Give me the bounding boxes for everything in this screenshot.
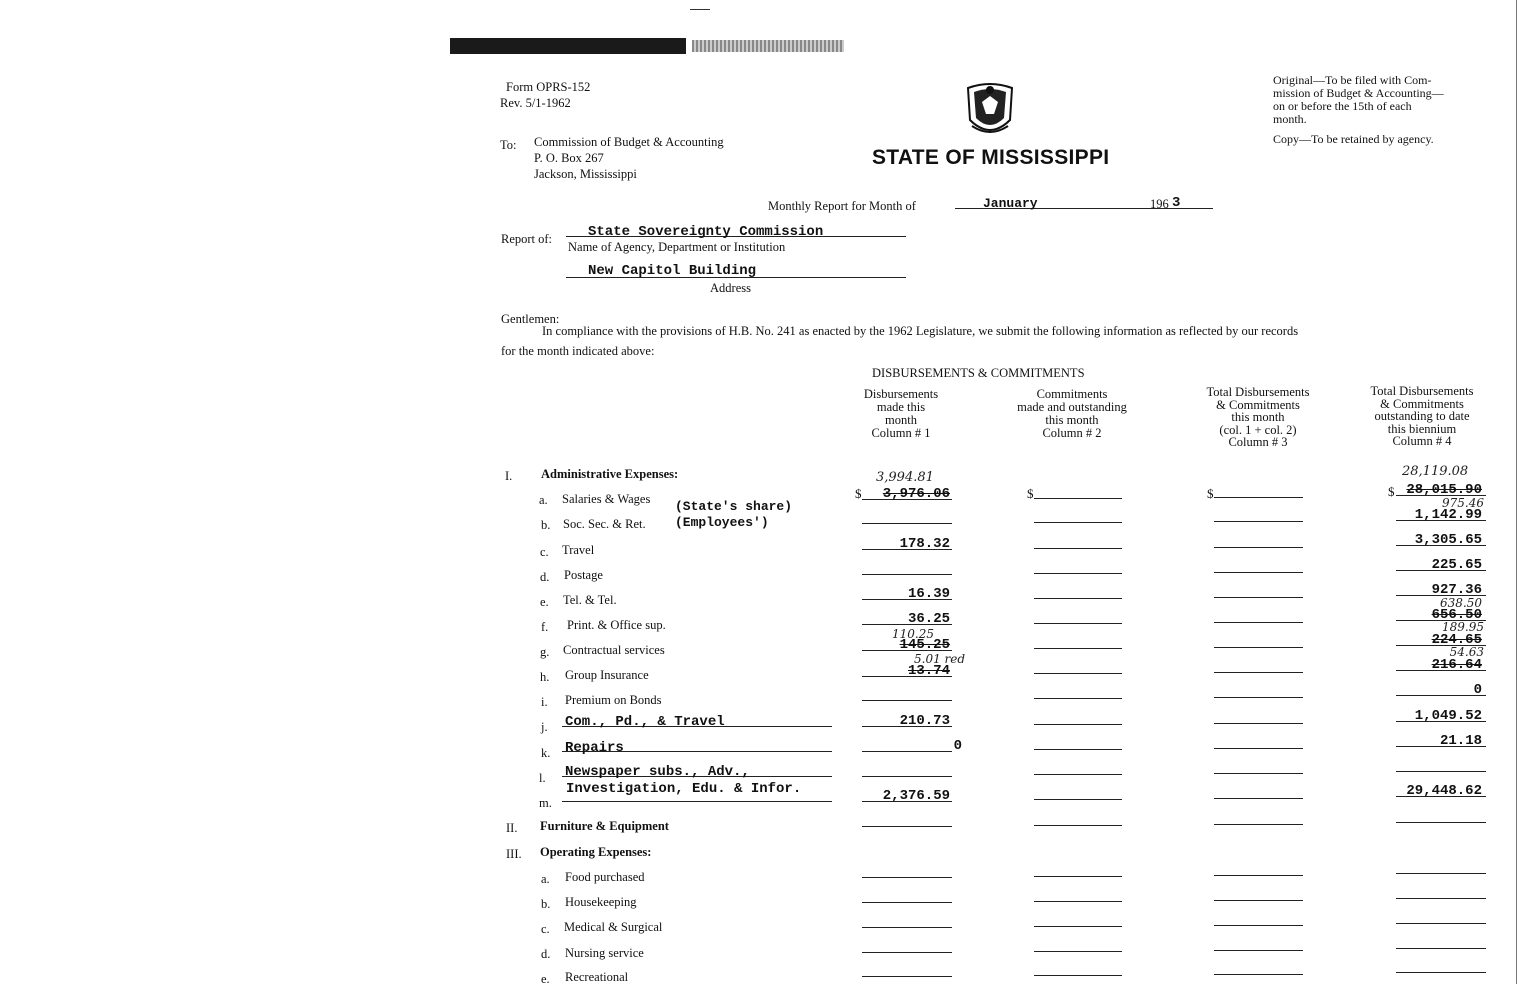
col3-line [1214,521,1303,522]
col3-line [1214,672,1303,673]
column-header-line: made this [876,400,926,414]
column-header-line: Column # 2 [1042,426,1102,440]
row-label-contractual: Contractual services [563,643,665,657]
address-caption: Address [710,281,751,295]
travel-col4-value[interactable]: 3,305.65 [1414,532,1482,548]
col3-line [1214,875,1303,876]
col1-line [862,700,952,701]
handwritten-contractual-col1: 110.25 [892,627,934,641]
state-seal [960,80,1020,146]
month-value[interactable]: January [983,196,1038,211]
col2-line [1034,673,1122,674]
row-letter: c. [541,922,550,936]
section-title: DISBURSEMENTS & COMMITMENTS [872,366,1085,380]
row-label-recreational: Recreational [565,970,629,984]
col2-line [1034,926,1122,927]
col3-line [1214,723,1303,724]
column-header-line: (col. 1 + col. 2) [1219,422,1297,437]
column-header-line: Column # 1 [871,426,931,440]
column-header-line: month [885,413,917,427]
col2-line [1034,698,1122,699]
handwritten-contractual-col4: 189.95 [1442,620,1484,634]
column-header-line: & Commitments [1380,396,1464,411]
column-header-line: Commitments [1036,387,1108,401]
row-letter: b. [541,518,551,532]
bonds-col4-value[interactable]: 0 [1473,682,1482,698]
row-letter: d. [541,947,551,961]
state-title: STATE OF MISSISSIPPI [872,146,1110,169]
col3-line [1214,697,1303,698]
col2-line [1034,724,1122,725]
row-letter: j. [541,720,548,734]
col3-line [1214,950,1303,951]
intro-line-1: In compliance with the provisions of H.B. No. 241 as enacted by the 1962 Legislature, we submit the following information as reflected by our records [542,324,1299,338]
year-prefix: 196 [1150,197,1169,211]
row-letter: c. [540,545,549,559]
column-header-line: & Commitments [1216,397,1300,412]
salaries-col1-value[interactable]: 3,976.06 [882,486,950,502]
note-state-share: (State's share) [675,499,793,514]
col2-line [1034,876,1122,877]
column-header-line: Column # 3 [1228,435,1288,449]
column-header-line: Column # 4 [1392,434,1452,448]
handwritten-print-col4: 638.50 [1440,596,1482,610]
contractual-col4-value[interactable]: 224.65 [1431,632,1482,648]
col3-line [1214,647,1303,648]
column-header-line: this month [1045,413,1099,427]
col2-line [1034,774,1122,775]
column-header-line: this biennium [1387,421,1457,436]
row-label-bonds: Premium on Bonds [565,693,662,707]
column-2-header [996,388,1148,440]
col1-line [862,927,952,928]
travel-col1-value[interactable]: 178.32 [899,536,950,552]
original-note-line: month. [1273,112,1307,126]
col1-line [862,976,952,977]
col1-line [862,902,952,903]
row-label-newspaper[interactable]: Newspaper subs., Adv., [565,764,750,780]
column-header-line: outstanding to date [1374,409,1470,423]
year-suffix[interactable]: 3 [1172,195,1181,211]
dollar-sign: $ [1388,484,1395,499]
investigation-col4-value[interactable]: 29,448.62 [1406,783,1482,799]
report-of-label: Report of: [501,232,553,246]
repairs-col4-value[interactable]: 21.18 [1439,733,1482,749]
to-line: P. O. Box 267 [534,151,604,165]
col2-line [1034,598,1122,599]
col2-line [1034,623,1122,624]
original-note-line: on or before the 15th of each [1273,99,1412,113]
address-value[interactable]: New Capitol Building [588,263,757,279]
row-letter: m. [539,796,552,810]
to-line: Commission of Budget & Accounting [534,135,724,149]
row-label-tel: Tel. & Tel. [563,593,617,607]
row-letter: f. [541,620,549,634]
row-label-print: Print. & Office sup. [567,618,666,632]
to-address [534,134,724,182]
col1-line [862,574,952,575]
row-letter: e. [541,972,550,986]
handwritten-salaries-col4: 28,119.08 [1402,464,1469,479]
column-1-header [842,388,960,440]
row-letter: g. [540,645,550,659]
handwritten-group-col1: 5.01 red [914,652,966,666]
col4-line [1396,822,1486,823]
col2-line [1034,648,1122,649]
label-line [562,801,832,802]
row-label-housekeeping: Housekeeping [565,895,637,909]
intro-line-2: for the month indicated above: [501,344,655,358]
handwritten-soc-sec-extra: 975.46 [1442,496,1484,510]
print-col4-value[interactable]: 656.50 [1431,607,1482,623]
postage-col4-value[interactable]: 225.65 [1431,557,1482,573]
original-note [1273,74,1444,126]
col4-line [1396,923,1486,924]
col3-line [1214,748,1303,749]
col3-line [1214,572,1303,573]
row-letter: i. [541,695,548,709]
section-3-roman: III. [506,847,522,861]
soc-sec-col4-value[interactable]: 1,142.99 [1414,507,1482,523]
row-letter: d. [540,570,550,584]
col4-line [1396,873,1486,874]
col3-line [1214,773,1303,774]
col2-line [1034,799,1122,800]
row-letter: e. [540,595,549,609]
col3-line [1214,597,1303,598]
col1-line [862,776,952,777]
com-pd-col4-value[interactable]: 1,049.52 [1414,708,1482,724]
scan-mark-dark [450,38,686,54]
dollar-sign: $ [1027,486,1034,501]
dollar-sign: $ [855,486,862,501]
col1-line [862,952,952,953]
col4-line [1396,948,1486,949]
col3-line [1214,497,1303,498]
scan-mark-tick [690,9,710,10]
note-employees: (Employees') [675,515,769,530]
col3-line [1214,547,1303,548]
row-letter: a. [539,493,548,507]
original-note-line: mission of Budget & Accounting— [1273,86,1444,100]
monthly-label: Monthly Report for Month of [768,199,916,213]
row-letter: h. [540,670,550,684]
col3-line [1214,900,1303,901]
row-label-group-insurance: Group Insurance [565,668,649,682]
form-revision: Rev. 5/1-1962 [500,96,571,110]
handwritten-group-col4: 54.63 [1449,645,1484,659]
section-3-title: Operating Expenses: [540,845,652,859]
column-header-line: Total Disbursements [1370,384,1474,398]
col2-line [1034,522,1122,523]
print-col1-value[interactable]: 36.25 [907,611,950,627]
column-header-line: Total Disbursements [1206,385,1310,399]
column-header-line: this month [1231,410,1285,424]
col3-line [1214,824,1303,825]
column-4-header [1350,385,1494,448]
group-col4-value[interactable]: 216.64 [1431,657,1482,673]
row-label-soc-sec: Soc. Sec. & Ret. [563,517,646,531]
row-label-food: Food purchased [565,870,645,884]
row-label-investigation[interactable]: Investigation, Edu. & Infor. [566,781,802,797]
col2-line [1034,548,1122,549]
salutation: Gentlemen: [501,312,560,326]
row-letter: a. [541,872,550,886]
contractual-col1-value[interactable]: 145.25 [899,637,950,653]
tel-col4-value[interactable]: 927.36 [1431,582,1482,598]
handwritten-salaries-col1: 3,994.81 [876,470,934,485]
column-header-line: made and outstanding [1017,400,1127,414]
column-3-header [1188,386,1328,449]
col3-line [1214,974,1303,975]
row-label-nursing: Nursing service [565,946,644,960]
col3-line [1214,798,1303,799]
row-label-repairs[interactable]: Repairs [565,740,624,756]
col2-line [1034,573,1122,574]
to-line: Jackson, Mississippi [534,167,637,181]
com-pd-col1-value[interactable]: 210.73 [899,713,950,729]
original-note-line: Original—To be filed with Com- [1273,73,1432,87]
col3-line [1214,925,1303,926]
col1-line [862,877,952,878]
to-label: To: [500,138,517,152]
col1-line [862,826,952,827]
col2-line [1034,498,1122,499]
page-edge [1516,0,1517,984]
section-2-roman: II. [506,821,518,835]
row-label-com-pd-travel[interactable]: Com., Pd., & Travel [565,714,725,730]
section-2-title: Furniture & Equipment [540,819,669,833]
col3-line [1214,622,1303,623]
col2-line [1034,749,1122,750]
col2-line [1034,825,1122,826]
salaries-col4-value[interactable]: 28,015.90 [1406,482,1482,498]
repairs-col1-value[interactable]: 0 [953,738,962,754]
dollar-sign: $ [1207,486,1214,501]
copy-note: Copy—To be retained by agency. [1273,132,1434,146]
col2-line [1034,975,1122,976]
group-col1-value[interactable]: 13.74 [907,663,950,679]
col4-line [1396,972,1486,973]
col1-line [862,523,952,524]
row-letter: k. [541,746,551,760]
col4-line [1396,771,1486,772]
col2-line [1034,901,1122,902]
row-letter: l. [539,771,546,785]
row-label-travel: Travel [562,543,595,557]
scan-mark-grey [692,40,844,52]
column-header-line: Disbursements [863,387,939,401]
agency-caption: Name of Agency, Department or Institution [568,240,786,254]
section-1-roman: I. [505,469,513,483]
row-label-postage: Postage [564,568,603,582]
form-number: Form OPRS-152 [506,80,591,94]
section-1-title: Administrative Expenses: [541,467,679,481]
col4-line [1396,898,1486,899]
row-label-salaries: Salaries & Wages [562,492,651,506]
row-label-medical: Medical & Surgical [564,920,663,934]
row-letter: b. [541,897,551,911]
col2-line [1034,951,1122,952]
investigation-col1-value[interactable]: 2,376.59 [882,788,950,804]
agency-value[interactable]: State Sovereignty Commission [588,224,824,240]
tel-col1-value[interactable]: 16.39 [907,586,950,602]
